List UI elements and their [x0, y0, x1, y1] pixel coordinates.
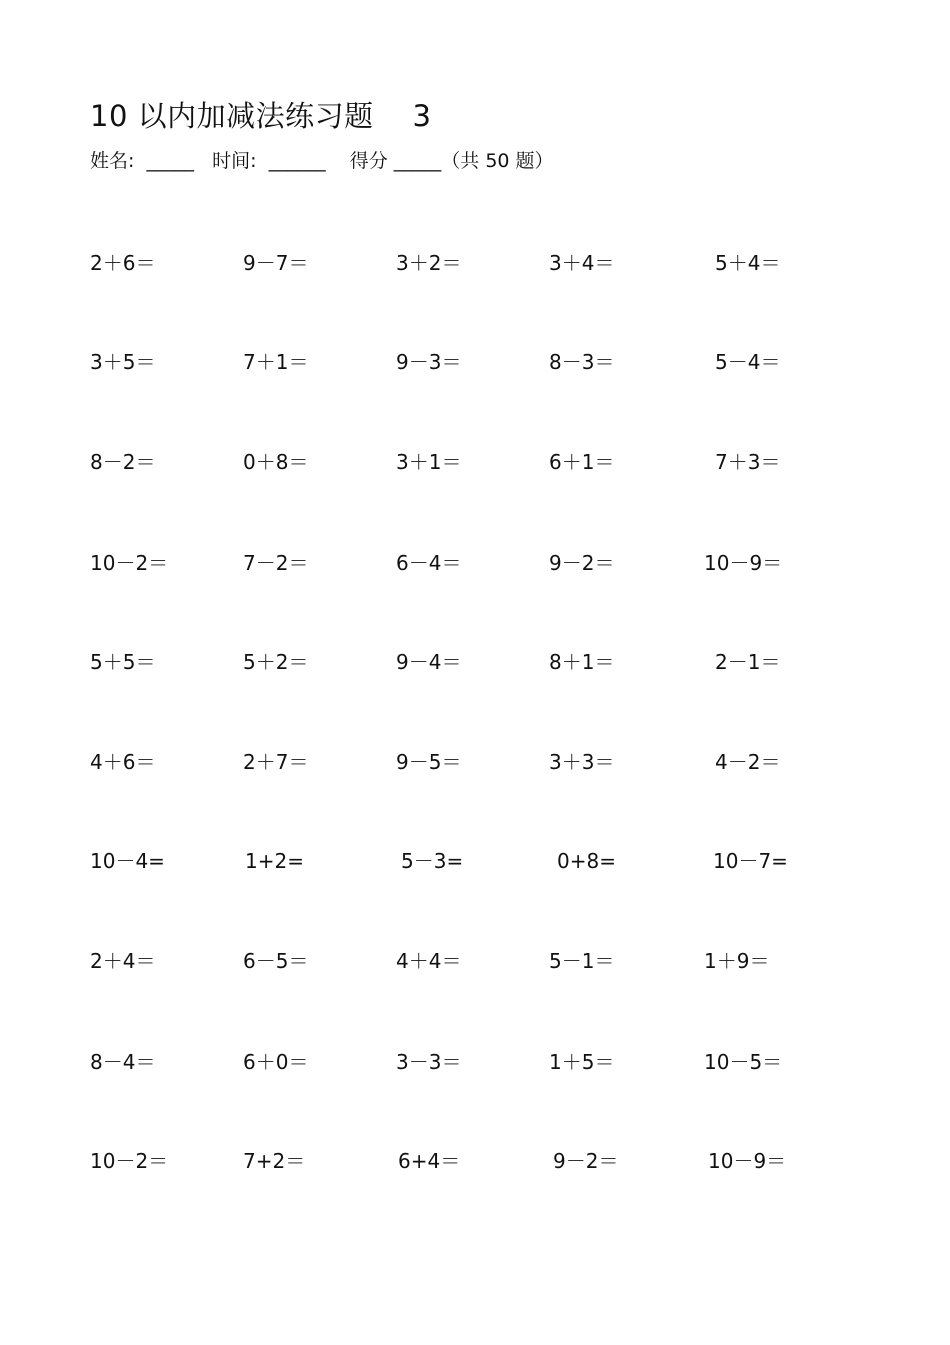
math-problem: 7+2＝: [243, 1149, 306, 1173]
math-problem: 6－4＝: [396, 551, 462, 575]
math-problem: 0+8=: [557, 849, 616, 873]
math-problem: 7＋3＝: [715, 450, 781, 474]
math-problem: 8－4＝: [90, 1050, 156, 1074]
math-problem: 2＋4＝: [90, 949, 156, 973]
math-problem: 10－5＝: [704, 1050, 783, 1074]
math-problem: 3＋5＝: [90, 350, 156, 374]
math-problem: 8＋1＝: [549, 650, 615, 674]
math-problem: 3＋2＝: [396, 251, 462, 275]
math-problem: 9－5＝: [396, 750, 462, 774]
math-problem: 1＋9＝: [704, 949, 770, 973]
math-problem: 10－9＝: [704, 551, 783, 575]
math-problem: 5＋5＝: [90, 650, 156, 674]
math-problem: 7＋1＝: [243, 350, 309, 374]
math-problem: 4－2＝: [715, 750, 781, 774]
math-problem: 9－3＝: [396, 350, 462, 374]
math-problem: 4＋4＝: [396, 949, 462, 973]
math-problem: 2＋7＝: [243, 750, 309, 774]
math-problem: 8－2＝: [90, 450, 156, 474]
math-problem: 8－3＝: [549, 350, 615, 374]
math-problem: 10－7=: [713, 849, 788, 873]
student-info-line: 姓名: _____ 时间: ______ 得分 _____（共 50 题）: [90, 150, 554, 172]
math-problem: 10－4=: [90, 849, 165, 873]
math-problem: 1+2=: [245, 849, 304, 873]
math-problem: 5－1＝: [549, 949, 615, 973]
math-problem: 3－3＝: [396, 1050, 462, 1074]
math-problem: 10－2＝: [90, 1149, 169, 1173]
math-problem: 7－2＝: [243, 551, 309, 575]
math-problem: 1＋5＝: [549, 1050, 615, 1074]
math-problem: 2－1＝: [715, 650, 781, 674]
worksheet-title: 10 以内加减法练习题 3: [90, 99, 432, 133]
math-problem: 6+4＝: [398, 1149, 461, 1173]
math-problem: 9－2＝: [553, 1149, 619, 1173]
math-problem: 10－2＝: [90, 551, 169, 575]
math-problem: 4＋6＝: [90, 750, 156, 774]
math-problem: 3＋3＝: [549, 750, 615, 774]
math-problem: 6＋0＝: [243, 1050, 309, 1074]
math-problem: 9－2＝: [549, 551, 615, 575]
math-problem: 9－7＝: [243, 251, 309, 275]
math-problem: 5－3=: [401, 849, 464, 873]
math-problem: 5－4＝: [715, 350, 781, 374]
math-problem: 5＋4＝: [715, 251, 781, 275]
math-problem: 3＋4＝: [549, 251, 615, 275]
math-problem: 0＋8＝: [243, 450, 309, 474]
math-problem: 3＋1＝: [396, 450, 462, 474]
math-problem: 6＋1＝: [549, 450, 615, 474]
math-problem: 2＋6＝: [90, 251, 156, 275]
math-problem: 9－4＝: [396, 650, 462, 674]
math-problem: 10－9＝: [708, 1149, 787, 1173]
math-problem: 6－5＝: [243, 949, 309, 973]
math-problem: 5＋2＝: [243, 650, 309, 674]
